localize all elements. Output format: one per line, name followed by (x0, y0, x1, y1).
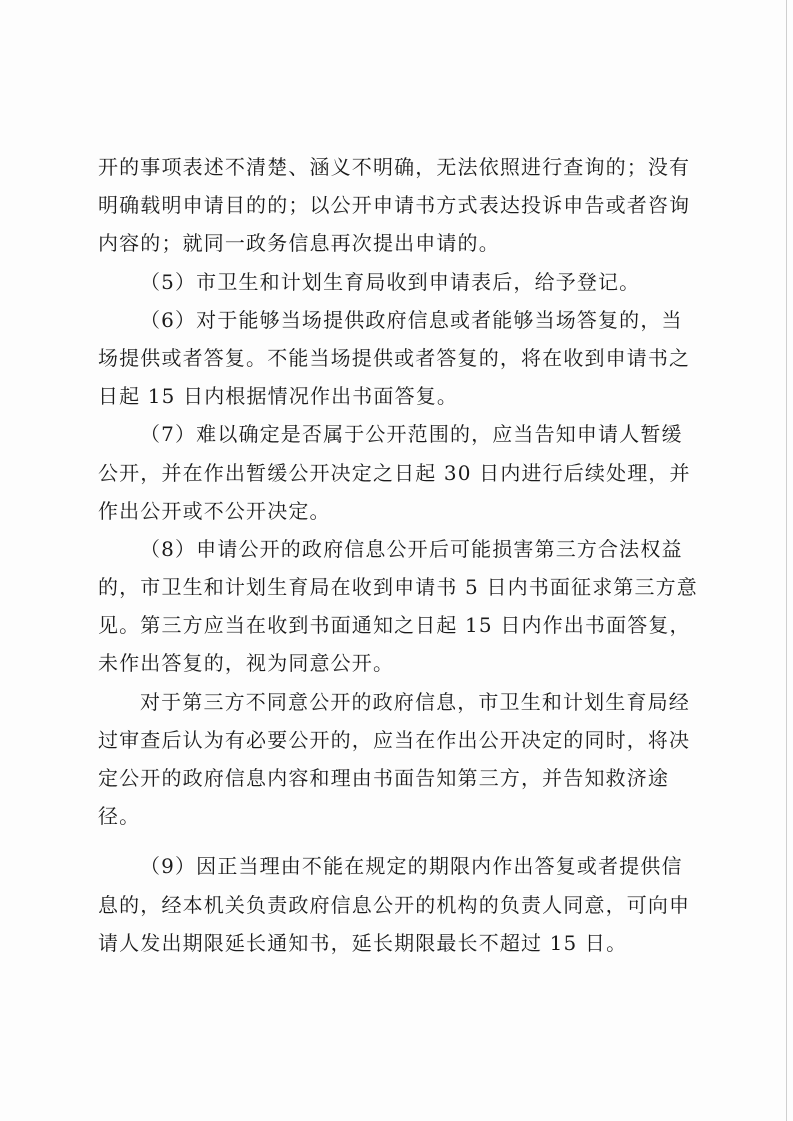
paragraph-line: 定公开的政府信息内容和理由书面告知第三方，并告知救济途 (98, 766, 670, 790)
paragraph-line: 息的，经本机关负责政府信息公开的机构的负责人同意，可向申 (98, 892, 691, 917)
paragraph-line: 未作出答复的，视为同意公开。 (98, 651, 395, 676)
paragraph-line: 场提供或者答复。不能当场提供或者答复的，将在收到申请书之 (98, 345, 691, 370)
paragraph-line: （6）对于能够当场提供政府信息或者能够当场答复的，当 (140, 307, 683, 332)
paragraph-line: 过审查后认为有必要公开的，应当在作出公开决定的同时，将决 (98, 727, 691, 752)
paragraph-continuation (98, 148, 698, 263)
paragraph-line: 明确载明申请目的的；以公开申请书方式表达投诉申告或者咨询 (98, 193, 691, 218)
paragraph-item-8 (98, 530, 698, 683)
paragraph-line: （5）市卫生和计划生育局收到申请表后，给予登记。 (140, 269, 641, 294)
document-body (98, 148, 698, 962)
paragraph-line: 对于第三方不同意公开的政府信息，市卫生和计划生育局经 (140, 689, 690, 714)
paragraph-item-7 (98, 415, 698, 530)
paragraph-line: 公开，并在作出暂缓公开决定之日起 30 日内进行后续处理，并 (98, 460, 691, 485)
paragraph-line: 开的事项表述不清楚、涵义不明确，无法依照进行查询的；没有 (98, 155, 691, 179)
page-edge-line (786, 0, 787, 1121)
paragraph-item-5 (98, 263, 698, 301)
paragraph-line: （8）申请公开的政府信息公开后可能损害第三方合法权益 (140, 536, 683, 561)
paragraph-line: 请人发出期限延长通知书，延长期限最长不超过 15 日。 (98, 930, 628, 955)
paragraph-third-party (98, 683, 698, 836)
paragraph-line: 的，市卫生和计划生育局在收到申请书 5 日内书面征求第三方意 (98, 575, 698, 600)
spacer (98, 835, 698, 847)
paragraph-line: 内容的；就同一政务信息再次提出申请的。 (98, 231, 500, 256)
paragraph-line: 作出公开或不公开决定。 (98, 498, 331, 523)
paragraph-line: （9）因正当理由不能在规定的期限内作出答复或者提供信 (140, 854, 683, 879)
paragraph-line: 日起 15 日内根据情况作出书面答复。 (98, 384, 459, 409)
paragraph-line: （7）难以确定是否属于公开范围的，应当告知申请人暂缓 (140, 422, 683, 447)
paragraph-line: 径。 (98, 804, 141, 829)
paragraph-item-6 (98, 301, 698, 416)
paragraph-item-9 (98, 847, 698, 962)
paragraph-line: 见。第三方应当在收到书面通知之日起 15 日内作出书面答复， (98, 613, 691, 638)
